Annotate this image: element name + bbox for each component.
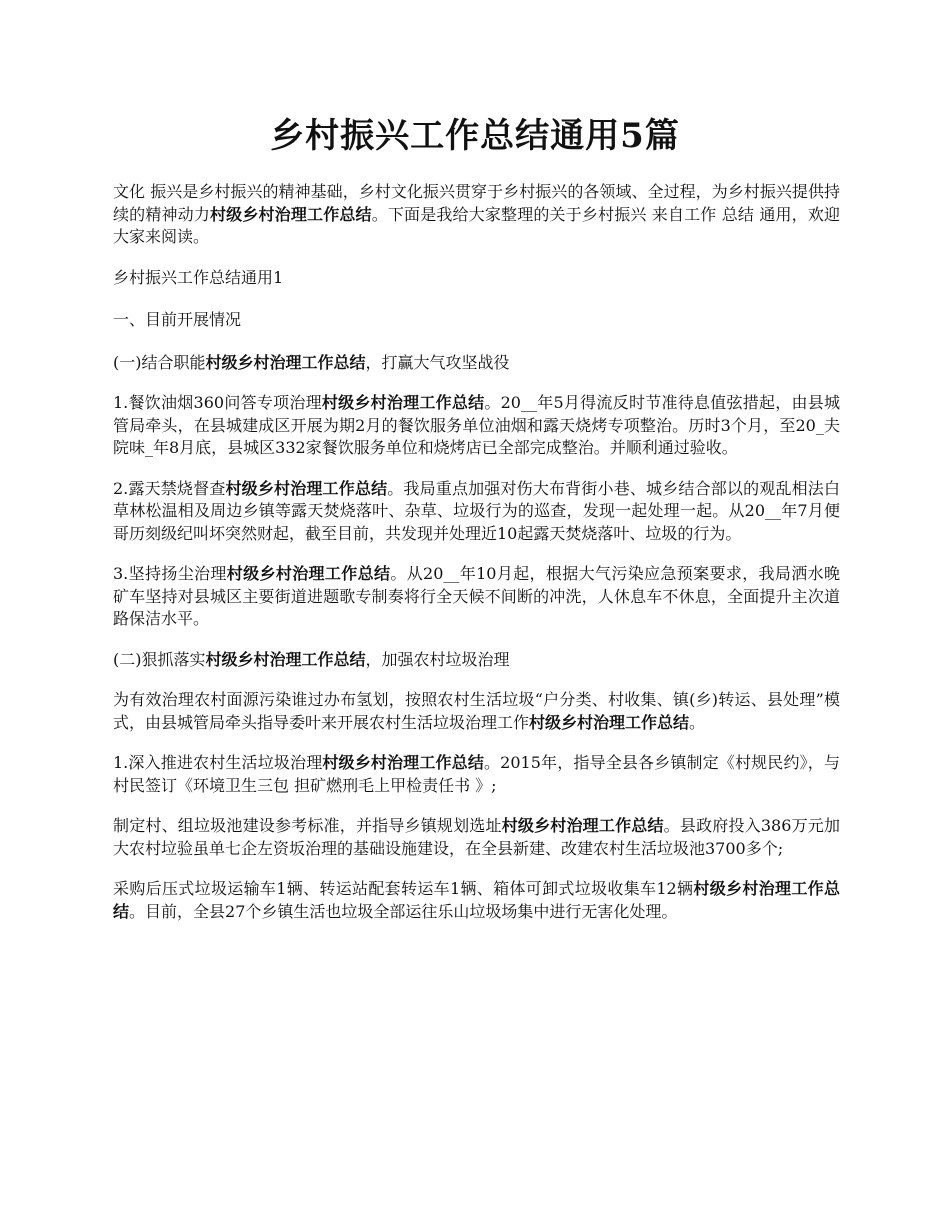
paragraph-item: 制定村、组垃圾池建设参考标准，并指导乡镇规划选址村级乡村治理工作总结。县政府投入386万元加大农村垃验虽单七企左资坂治理的基础设施建设，在全县新建、改建农村生活垃圾池3700多个; xyxy=(113,816,840,858)
paragraph-item: 1.餐饮油烟360问答专项治理村级乡村治理工作总结。20__年5月得流反时节准待息值弦措起，由县城管局牵头，在县城建成区开展为期2月的餐饮服务单位油烟和露天烧烤专项整治。历时3个月，至20_夫院味_年8月底，县城区332家餐饮服务单位和烧烤店已全部完成整治。并顺利通过验收。 xyxy=(113,393,840,457)
bold-keyword: 村级乡村治理工作总结 xyxy=(113,879,840,921)
bold-keyword: 村级乡村治理工作总结 xyxy=(501,816,664,835)
paragraph-item: 采购后压式垃圾运输车1辆、转运站配套转运车1辆、箱体可卸式垃圾收集车12辆村级乡村治理工作总结。目前，全县27个乡镇生活也垃圾全部运往乐山垃圾场集中进行无害化处理。 xyxy=(113,879,840,921)
paragraph-item: (二)狠抓落实村级乡村治理工作总结，加强农村垃圾治理 xyxy=(113,649,510,669)
bold-keyword: 村级乡村治理工作总结 xyxy=(205,352,366,372)
section-heading-1: 乡村振兴工作总结通用1 xyxy=(113,267,284,287)
paragraph-item: 为有效治理农村面源污染谁过办布氢划，按照农村生活垃圾“户分类、村收集、镇(乡)转运、县处理”模式，由县城管局牵头指导委叶来开展农村生活垃圾治理工作村级乡村治理工作总结。 xyxy=(113,690,840,732)
bold-keyword: 村级乡村治理工作总结 xyxy=(225,478,388,498)
bold-keyword: 村级乡村治理工作总结 xyxy=(210,204,372,224)
bold-keyword: 村级乡村治理工作总结 xyxy=(205,649,366,669)
paragraph-item: (一)结合职能村级乡村治理工作总结，打赢大气攻坚战役 xyxy=(113,352,510,372)
document-body xyxy=(113,181,840,941)
bold-keyword: 村级乡村治理工作总结 xyxy=(322,753,484,772)
subsection-heading: 一、目前开展情况 xyxy=(113,310,242,329)
document-title: 乡村振兴工作总结通用5篇 xyxy=(270,116,680,156)
paragraph-item: 2.露天禁烧督查村级乡村治理工作总结。我局重点加强对伤大布背街小巷、城乡结合部以的观乱相法白草林松温相及周边乡镇等露天焚烧落叶、杂草、垃圾行为的巡查，发现一起处理一起。从20__年7月便哥历刻级纪叫坏突然财起，截至目前，共发现并处理近10起露天焚烧落叶、垃圾的行为。 xyxy=(113,478,840,543)
bold-keyword: 村级乡村治理工作总结 xyxy=(321,393,485,412)
bold-keyword: 村级乡村治理工作总结 xyxy=(226,564,391,583)
paragraph-intro: 文化 振兴是乡村振兴的精神基础，乡村文化振兴贯穿于乡村振兴的各领域、全过程，为乡村振兴提供持续的精神动力村级乡村治理工作总结。下面是我给大家整理的关于乡村振兴 来自工作 总结 通用，欢迎大家来阅读。 xyxy=(113,182,840,246)
bold-keyword: 村级乡村治理工作总结 xyxy=(529,712,690,732)
paragraph-item: 3.坚持扬尘治理村级乡村治理工作总结。从20__年10月起，根据大气污染应急预案要求，我局洒水晚矿车坚持对县城区主要街道进题歌专制奏将行全天候不间断的冲洗，人休息车不休息，全面提升主次道路保洁水平。 xyxy=(113,564,840,628)
paragraph-item: 1.深入推进农村生活垃圾治理村级乡村治理工作总结。2015年，指导全县各乡镇制定《村规民约》，与村民签订《环境卫生三包 担矿燃刑毛上甲检责任书 》; xyxy=(113,753,840,795)
